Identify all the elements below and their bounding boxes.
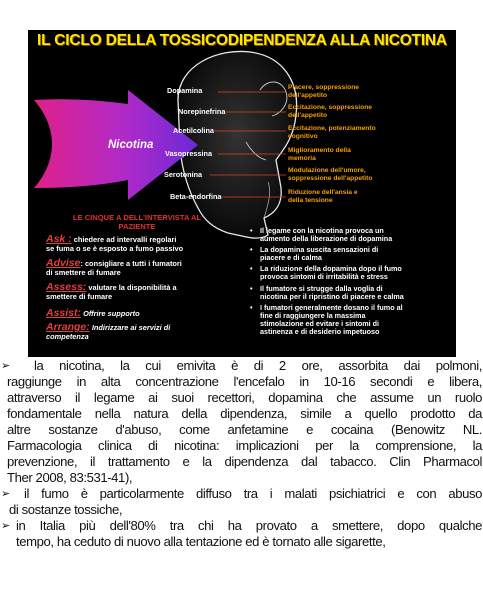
effect-1: Piacere, soppressione dell'appetito: [288, 84, 359, 99]
slide-title: IL CICLO DELLA TOSSICODIPENDENZA ALLA NICOTINA: [37, 32, 447, 49]
bullet-item: • I fumatori generalmente dosano il fumo al fine di raggiungere la massima stimolazione ed evitare i sintomi di astinenza e di desiderio impetuoso: [248, 304, 453, 336]
body-text: [0, 358, 482, 550]
bullet-item: • Il legame con la nicotina provoca un aumento della liberazione di dopamina: [248, 227, 453, 243]
step-ask: Ask : chiedere ad intervalli regolari se fuma o se è esposto a fumo passivo: [46, 233, 184, 253]
effect-6: Riduzione dell'ansia e della tensione: [288, 189, 358, 204]
bullet-item: • Il fumatore si strugge dalla voglia di nicotina per il ripristino di piacere e calma: [248, 285, 453, 301]
nt-vasopressina: Vasopressina: [165, 149, 213, 158]
paragraph-fumo: ➢ il fumo è particolarmente diffuso tra i malati psichiatrici e con abuso di sostanze tossiche,: [1, 486, 482, 517]
bullet-item: • La dopamina suscita sensazioni di piacere e di calma: [248, 246, 453, 262]
nicotina-label: Nicotina: [108, 139, 154, 151]
nt-norepinefrina: Norepinefrina: [178, 107, 226, 116]
step-arrange: Arrange: Indirizzare ai servizi di competenza: [46, 321, 171, 341]
mechanism-bullets: [248, 227, 453, 339]
effect-4: Miglioramento della memoria: [288, 147, 351, 162]
infographic-slide: [28, 30, 456, 357]
step-assist: Assist: Offrire supporto: [46, 307, 140, 319]
nt-acetilcolina: Acetilcolina: [173, 126, 214, 135]
arrow-bullet-icon: ➢: [1, 520, 10, 532]
arrow-bullet-icon: ➢: [1, 360, 10, 372]
effect-2: Eccitazione, soppressione dell'appetito: [288, 104, 372, 119]
effect-3: Eccitazione, potenziamento cognitivo: [288, 125, 376, 140]
effect-5: Modulazione dell'umore, soppressione dell'appetito: [288, 167, 373, 182]
step-assess: Assess: valutare la disponibilità a smettere di fumare: [46, 281, 177, 301]
paragraph-nicotina: ➢ la nicotina, la cui emivita è di 2 ore, assorbita dai polmoni, raggiunge in alta concentrazione l'encefalo in 10-16 secondi e libera, attraverso il legame ai suoi recettori, dopamina che assume un ruolo fondamentale nella natura della dipendenza, simile a quello prodotto da altre sostanze d'abuso, come anfetamine e cocaina (Benowitz NL. Farmacologia clinica di nicotina: implicazioni per la comprensione, la prevenzione, il trattamento e la dipendenza dal tabacco. Clin Pharmacol Ther 2008, 83:531-41),: [1, 358, 482, 485]
nt-serotonina: Serotonina: [164, 170, 203, 179]
arrow-bullet-icon: ➢: [1, 488, 10, 500]
nt-dopamina: Dopamina: [167, 86, 203, 95]
step-advise: Advise: consigliare a tutti i fumatori di smettere di fumare: [46, 257, 182, 277]
five-a-title: LE CINQUE A DELL'INTERVISTA AL PAZIENTE: [72, 213, 202, 231]
nt-beta-endorfina: Beta-endorfina: [170, 192, 222, 201]
paragraph-italia: ➢ in Italia più dell'80% tra chi ha provato a smettere, dopo qualche tempo, ha ceduto di nuovo alla tentazione ed è tornato alle sigarette,: [1, 518, 482, 549]
bullet-item: • La riduzione della dopamina dopo il fumo provoca sintomi di irritabilità e stress: [248, 265, 453, 281]
